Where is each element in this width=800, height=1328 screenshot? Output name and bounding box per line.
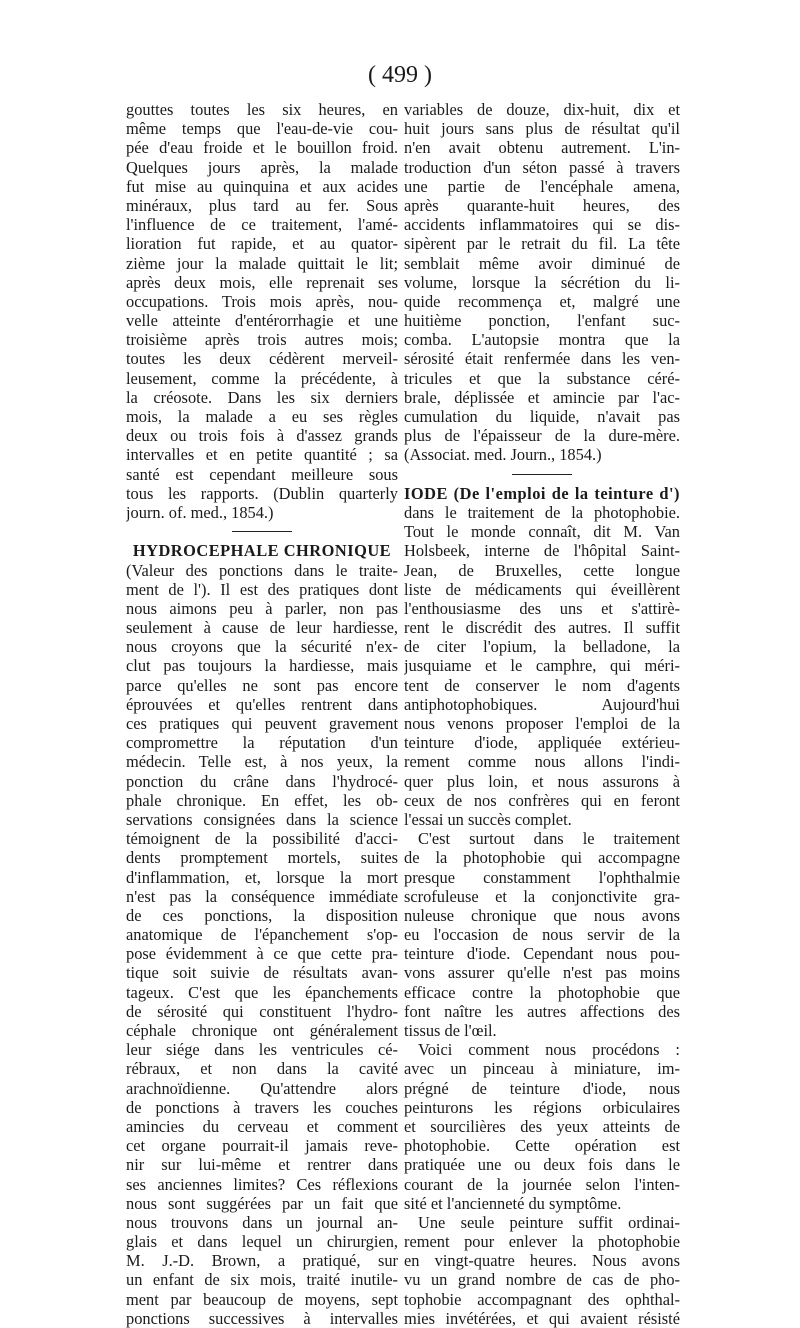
text-line: gouttes toutes les six heures, en (126, 100, 398, 119)
text-line: prégné de teinture d'iode, nous (404, 1078, 680, 1098)
text-line: semblait même avoir diminué de (404, 253, 680, 273)
text-line: photophobie. Cette opération est (404, 1136, 680, 1156)
text-line: tophobie accompagnant des ophthal- (404, 1289, 680, 1309)
text-line: eu l'occasion de nous servir de la (404, 925, 680, 945)
text-line: ment par beaucoup de moyens, sept (126, 1289, 398, 1309)
section-divider (404, 465, 680, 484)
text-line: témoignent de la possibilité d'acci- (126, 829, 398, 849)
text-line: sérosité était renfermée dans les ven- (404, 349, 680, 369)
text-line: nous aimons peu à parler, non pas (126, 598, 398, 618)
text-line: ment de l'). Il est des pratiques dont (126, 579, 398, 599)
text-line: huit jours sans plus de résultat qu'il (404, 119, 680, 139)
text-line: antiphotophobiques. Aujourd'hui (404, 694, 680, 714)
text-line: et sourcilières des yeux atteints de (404, 1116, 680, 1136)
section-heading: IODE (De l'emploi de la teinture d') (404, 483, 680, 503)
text-line: vons assurer qu'elle n'est pas moins (404, 963, 680, 983)
text-line: scrofuleuse et la conjonctivite gra- (404, 886, 680, 906)
text-line: jusquiame et le camphre, qui méri- (404, 656, 680, 676)
text-line: peinturons les régions orbiculaires (404, 1097, 680, 1117)
text-line: quer plus loin, et nous assurons à (404, 771, 680, 791)
text-line: l'essai un succès complet. (404, 809, 572, 829)
text-line: variables de douze, dix-huit, dix et (404, 100, 680, 119)
text-line: clut pas toujours la hardiesse, mais (126, 656, 398, 676)
text-line: dents promptement mortels, suites (126, 848, 398, 868)
text-line: arachnoïdienne. Qu'attendre alors (126, 1078, 398, 1098)
text-line: l'influence de ce traitement, l'amé- (126, 215, 398, 235)
right-column (404, 100, 680, 1328)
text-line: tageux. C'est que les épanchements (126, 982, 398, 1002)
text-line: glais et dans lequel un chirurgien, (126, 1232, 398, 1252)
text-line: pose évidemment à ce que cette pra- (126, 944, 398, 964)
text-line: Voici comment nous procédons : (418, 1040, 680, 1060)
text-line: n'est pas la conséquence immédiate (126, 886, 398, 906)
text-line: ces pratiques qui peuvent gravement (126, 714, 398, 733)
page-number: ( 499 ) (368, 62, 432, 88)
text-line: seulement à cause de leur hardiesse, (126, 618, 398, 638)
text-line: liste de médicaments qui éveillèrent (404, 579, 680, 599)
text-line: M. J.-D. Brown, a pratiqué, sur (126, 1251, 398, 1271)
text-line: même temps que l'eau-de-vie cou- (126, 119, 398, 139)
text-line: n'en avait obtenu autrement. L'in- (404, 138, 680, 158)
text-line: parce qu'elles ne sont pas encore (126, 675, 398, 695)
text-line: de citer l'opium, la belladone, la (404, 637, 680, 657)
text-line: nuleuse chronique que nous avons (404, 905, 680, 925)
text-line: accidents inflammatoires qui se dis- (404, 215, 680, 235)
text-line: tricules et que la substance céré- (404, 368, 680, 388)
section-divider (126, 522, 398, 541)
section-heading: HYDROCEPHALE CHRONIQUE (132, 541, 392, 561)
text-line: cumulation du liquide, n'avait pas (404, 407, 680, 426)
citation-line: journ. of. med., 1854.) (126, 502, 274, 522)
text-line: nous croyons que la sécurité n'ex- (126, 637, 398, 657)
text-line: l'enthousiasme des uns et s'attirè- (404, 598, 680, 618)
text-line: fut mise au quinquina et aux acides (126, 176, 398, 196)
text-line: nir sur lui-même et rentrer dans (126, 1155, 398, 1175)
text-line: dans le traitement de la photophobie. (404, 502, 680, 522)
text-line: plus de l'épaisseur de la dure-mère. (404, 426, 680, 446)
text-line: rement pour enlever la photophobie (404, 1232, 680, 1252)
text-line: nous trouvons dans un journal an- (126, 1212, 398, 1232)
text-line: tique soit suivie de résultats avan- (126, 963, 398, 983)
text-line: troduction d'un séton passé à travers (404, 157, 680, 177)
text-line: de sérosité qui constituent l'hydro- (126, 1001, 398, 1021)
text-line: velle atteinte d'entérorrhagie et une (126, 311, 398, 331)
text-line: Tout le monde connaît, dit M. Van (404, 522, 680, 542)
text-line: (Valeur des ponctions dans le traite- (126, 560, 398, 580)
text-line: après deux mois, elle reprenait ses (126, 272, 398, 292)
text-line: ponction du crâne dans l'hydrocé- (126, 771, 398, 791)
text-line: cet organe pourrait-il jamais reve- (126, 1136, 398, 1156)
citation-line: (Associat. med. Journ., 1854.) (404, 445, 602, 465)
text-line: de ponctions à travers les couches (126, 1097, 398, 1117)
text-line: tous les rapports. (Dublin quarterly (126, 483, 398, 503)
text-line: rement comme nous allons l'indi- (404, 752, 680, 772)
text-line: courant de la journée selon l'inten- (404, 1174, 680, 1194)
text-line: leusement, comme la précédente, à (126, 368, 398, 388)
text-line: efficace contre la photophobie que (404, 982, 680, 1002)
text-line: C'est surtout dans le traitement (418, 829, 680, 849)
text-line: Jean, de Bruxelles, cette longue (404, 560, 680, 580)
text-line: compromettre la réputation d'un (126, 733, 398, 753)
text-line: teinture d'iode, appliquée extérieu- (404, 733, 680, 753)
text-line: presque constamment l'ophthalmie (404, 867, 680, 887)
text-line: brale, déplissée et amincie par l'ac- (404, 387, 680, 407)
text-line: la créosote. Dans les six derniers (126, 387, 398, 407)
text-line: avec un pinceau à miniature, im- (404, 1059, 680, 1079)
text-line: font naître les autres affections des (404, 1001, 680, 1021)
text-line: lioration fut rapide, et au quator- (126, 234, 398, 254)
text-line: nous sont suggérées par un fait que (126, 1193, 398, 1213)
text-line: mies invétérées, et qui avaient résisté (404, 1308, 680, 1328)
text-line: comba. L'autopsie montra que la (404, 330, 680, 350)
text-line: anatomique de l'épanchement s'op- (126, 925, 398, 945)
text-line: vu un grand nombre de cas de pho- (404, 1270, 680, 1290)
text-line: médecin. Telle est, à nos yeux, la (126, 752, 398, 772)
text-line: santé est cependant meilleure sous (126, 464, 398, 484)
text-line: sipèrent par le retrait du fil. La tête (404, 234, 680, 254)
text-line: servations consignées dans la science (126, 809, 398, 829)
text-line: toutes les deux cédèrent merveil- (126, 349, 398, 369)
text-line: amincies du cerveau et comment (126, 1116, 398, 1136)
text-line: sité et l'ancienneté du symptôme. (404, 1193, 622, 1213)
text-line: tissus de l'œil. (404, 1021, 497, 1040)
text-line: après quarante-huit heures, des (404, 195, 680, 215)
text-line: mois, la malade a eu ses règles (126, 407, 398, 426)
text-line: intervalles et en petite quantité ; sa (126, 445, 398, 465)
text-line: un enfant de six mois, traité inutile- (126, 1270, 398, 1290)
text-line: huitième ponction, l'enfant suc- (404, 311, 680, 331)
text-line: minéraux, plus tard au fer. Sous (126, 195, 398, 215)
text-line: deux ou trois fois à d'assez grands (126, 426, 398, 446)
text-line: de ces ponctions, la disposition (126, 905, 398, 925)
text-line: volume, lorsque la sécrétion du li- (404, 272, 680, 292)
text-line: zième jour la malade quittait le lit; (126, 253, 398, 273)
text-line: rébraux, et non dans la cavité (126, 1059, 398, 1079)
text-line: phale chronique. En effet, les ob- (126, 790, 398, 810)
text-line: Holsbeek, interne de l'hôpital Saint- (404, 541, 680, 561)
text-line: ses anciennes limites? Ces réflexions (126, 1174, 398, 1194)
text-line: rent le discrédit des autres. Il suffit (404, 618, 680, 638)
text-line: quide recommença et, malgré une (404, 291, 680, 311)
text-line: tent de conserver le nom d'agents (404, 675, 680, 695)
text-line: céphale chronique ont généralement (126, 1021, 398, 1040)
text-line: pratiquée une ou deux fois dans le (404, 1155, 680, 1175)
text-line: pée d'eau froide et le bouillon froid. (126, 138, 398, 158)
text-line: Une seule peinture suffit ordinai- (418, 1212, 680, 1232)
text-line: éprouvées et qu'elles rentrent dans (126, 694, 398, 714)
left-column (126, 100, 398, 1328)
text-line: occupations. Trois mois après, nou- (126, 291, 398, 311)
text-line: nous venons proposer l'emploi de la (404, 714, 680, 733)
text-line: en vingt-quatre heures. Nous avons (404, 1251, 680, 1271)
text-line: Quelques jours après, la malade (126, 157, 398, 177)
text-line: ponctions successives à intervalles (126, 1308, 398, 1328)
text-line: une partie de l'encéphale amena, (404, 176, 680, 196)
text-line: d'inflammation, et, lorsque la mort (126, 867, 398, 887)
text-line: de la photophobie qui accompagne (404, 848, 680, 868)
text-line: teinture d'iode. Cependant nous pou- (404, 944, 680, 964)
text-line: troisième après trois autres mois; (126, 330, 398, 350)
text-line: ceux de nos confrères qui en feront (404, 790, 680, 810)
text-line: leur siége dans les ventricules cé- (126, 1040, 398, 1060)
